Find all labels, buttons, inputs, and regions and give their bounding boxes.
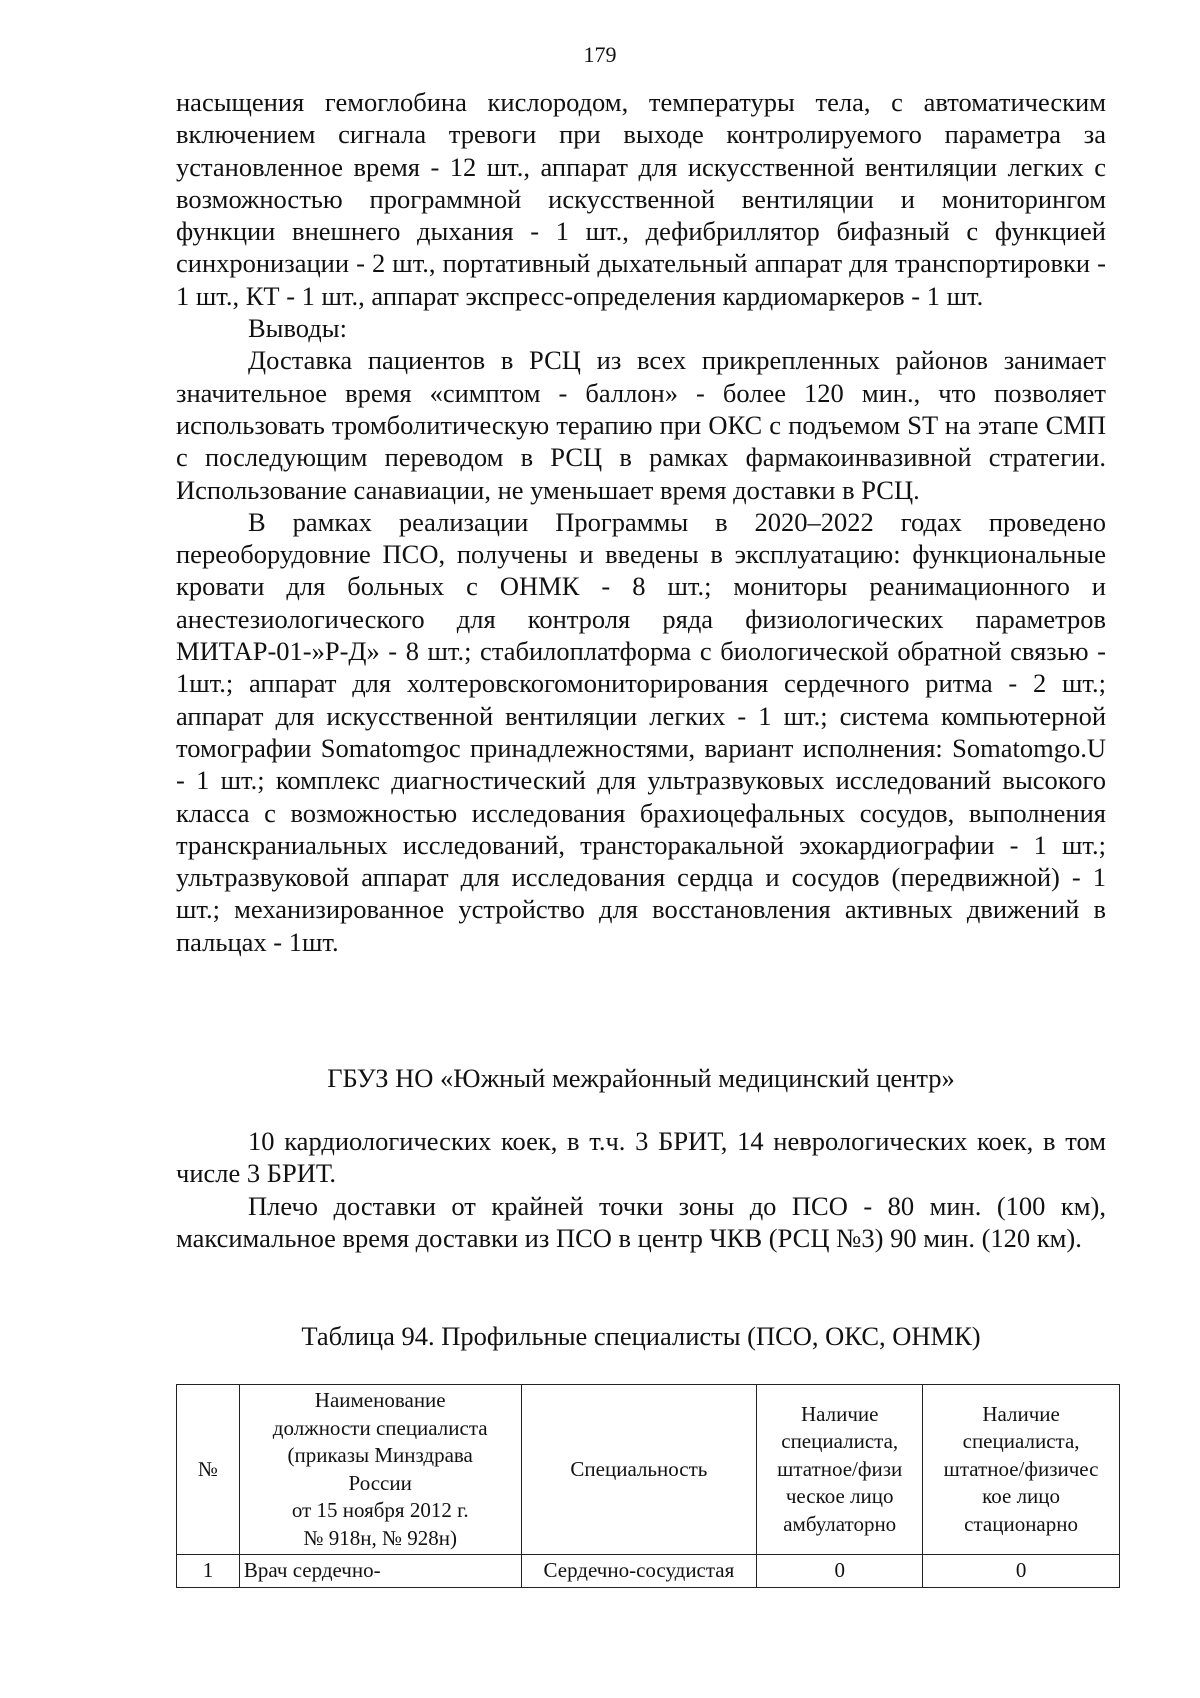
header-position — [239, 1385, 521, 1555]
section-heading: ГБУЗ НО «Южный межрайонный медицинский центр» — [327, 1063, 955, 1093]
header-inpatient — [923, 1385, 1120, 1555]
header-position-line: должности специалиста — [272, 1415, 488, 1440]
specialists-table — [176, 1384, 1120, 1588]
header-inpatient-line: стационарно — [964, 1511, 1078, 1536]
header-position-line: России — [348, 1470, 412, 1495]
header-outpatient-line: ческое лицо — [785, 1484, 894, 1509]
header-position-line: № 918н, № 928н) — [303, 1525, 457, 1550]
header-inpatient-line: специалиста, — [962, 1429, 1080, 1454]
paragraph-equipment-continued: насыщения гемоглобина кислородом, температуры тела, с автоматическим включением сигнала тревоги при выходе контролируемого параметра за установленное время - 12 шт., аппарат для искусственной вентиляции легких с возможностью программной искусственной вентиляции и мониторингом функции внешнего дыхания - 1 шт., дефибриллятор бифазный с функцией синхронизации - 2 шт., портативный дыхательный аппарат для транспортировки - 1 шт., КТ - 1 шт., аппарат экспресс-определения кардиомаркеров - 1 шт. — [176, 87, 1106, 311]
header-inpatient-line: кое лицо — [982, 1484, 1061, 1509]
cell-specialty: Сердечно-сосудистая — [521, 1555, 757, 1588]
header-number: № — [177, 1385, 240, 1555]
table-row — [177, 1555, 1120, 1588]
paragraph-delivery-time: Плечо доставки от крайней точки зоны до ПСО - 80 мин. (100 км), максимальное время доставки из ПСО в центр ЧКВ (РСЦ №3) 90 мин. (120 км). — [176, 1190, 1106, 1253]
cell-inpatient: 0 — [923, 1555, 1120, 1588]
header-outpatient-line: специалиста, — [781, 1429, 899, 1454]
header-inpatient-line: штатное/физичес — [943, 1456, 1099, 1481]
table-caption: Таблица 94. Профильные специалисты (ПСО, ОКС, ОНМК) — [301, 1321, 981, 1351]
table-header-row — [177, 1385, 1120, 1555]
paragraph-program: В рамках реализации Программы в 2020–2022 годах проведено переоборудовние ПСО, получены и введены в эксплуатацию: функциональные кровати для больных с ОНМК - 8 шт.; мониторы реанимационного и анестезиологического для контроля ряда физиологических параметров МИТАР-01-»Р-Д» - 8 шт.; стабилоплатформа с биологической обратной связью - 1шт.; аппарат для холтеровскогомониторирования сердечного ритма - 2 шт.; аппарат для искусственной вентиляции легких - 1 шт.; система компьютерной томографии Somatomgoc принадлежностями, вариант исполнения: Somatomgo.U - 1 шт.; комплекс диагностический для ультразвуковых исследований высокого класса с возможностью исследования брахиоцефальных сосудов, выполнения транскраниальных исследований, трансторакальной эхокардиографии - 1 шт.; ультразвуковой аппарат для исследования сердца и сосудов (передвижной) - 1 шт.; механизированное устройство для восстановления активных движений в пальцах - 1шт. — [176, 506, 1106, 957]
header-position-line: (приказы Минздрава — [287, 1443, 473, 1467]
header-outpatient-line: Наличие — [800, 1401, 879, 1426]
body-text-2 — [176, 1125, 1106, 1254]
cell-position: Врач сердечно- — [239, 1555, 521, 1588]
cell-outpatient: 0 — [757, 1555, 923, 1588]
paragraph-beds: 10 кардиологических коек, в т.ч. 3 БРИТ, 14 неврологических коек, в том числе 3 БРИТ. — [176, 1126, 1106, 1189]
paragraph-delivery: Доставка пациентов в РСЦ из всех прикрепленных районов занимает значительное время «симптом - баллон» - более 120 мин., что позволяет использовать тромболитическую терапию при ОКС с подъемом ST на этапе СМП с последующим переводом в РСЦ в рамках фармакоинвазивной стратегии. Использование санавиации, не уменьшает время доставки в РСЦ. — [176, 345, 1106, 505]
header-specialty: Специальность — [521, 1385, 757, 1555]
header-inpatient-line: Наличие — [982, 1401, 1060, 1426]
header-position-line: Наименование — [314, 1388, 446, 1412]
header-outpatient — [757, 1385, 923, 1555]
header-outpatient-line: штатное/физи — [777, 1456, 903, 1481]
header-position-line: от 15 ноября 2012 г. — [291, 1498, 469, 1522]
paragraph-conclusions-heading: Выводы: — [248, 313, 347, 344]
header-outpatient-line: амбулаторно — [783, 1511, 897, 1536]
page-number: 179 — [583, 42, 617, 67]
cell-number: 1 — [177, 1555, 240, 1588]
body-text — [176, 86, 1106, 958]
